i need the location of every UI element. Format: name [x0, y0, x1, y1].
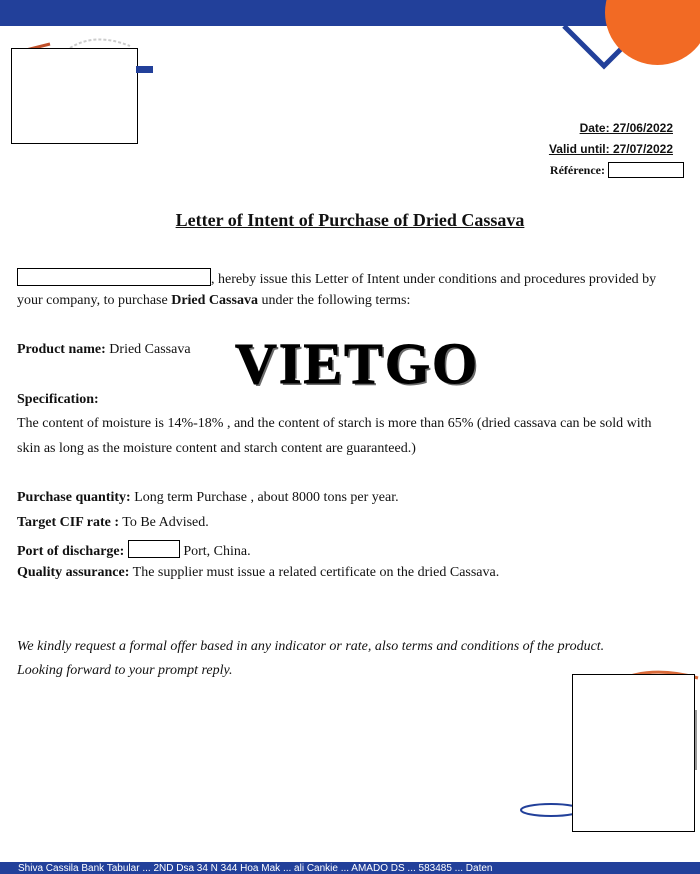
intro-product-bold: Dried Cassava	[171, 293, 258, 308]
specification-label-text: Specification:	[17, 392, 99, 407]
reference-line	[550, 162, 684, 178]
purchase-quantity-value: Long term Purchase , about 8000 tons per year.	[130, 490, 399, 505]
buyer-name-redacted	[17, 268, 211, 286]
quality-assurance-line	[17, 565, 499, 581]
port-of-discharge-line	[17, 540, 251, 560]
product-name-line	[17, 342, 191, 358]
product-name-label: Product name:	[17, 342, 106, 357]
target-cif-value: To Be Advised.	[119, 515, 209, 530]
footer-text: Shiva Cassila Bank Tabular ... 2ND Dsa 34 N 344 Hoa Mak ... ali Cankie ... AMADO DS ... 583485 ... Daten	[18, 863, 493, 874]
port-name-redacted	[128, 540, 180, 558]
intro-line-1	[17, 268, 656, 288]
specification-line-2: skin as long as the moisture content and starch content are guaranteed.)	[17, 441, 416, 456]
logo-accent-bar	[136, 66, 153, 73]
reference-label: Référence:	[549, 162, 605, 177]
valid-until-line: Valid until: 27/07/2022	[548, 142, 673, 156]
intro-line-2	[17, 293, 410, 309]
specification-label	[17, 392, 99, 408]
port-of-discharge-value: Port, China.	[179, 544, 251, 559]
date-line: Date: 27/06/2022	[579, 121, 673, 135]
closing-line-1: We kindly request a formal offer based in any indicator or rate, also terms and conditions of the product.	[17, 639, 605, 654]
footer-band	[0, 862, 700, 874]
intro-line-2-pre: your company, to purchase	[17, 293, 172, 308]
purchase-quantity-line	[17, 490, 399, 506]
reference-field-redacted	[608, 162, 684, 178]
specification-line-1: The content of moisture is 14%-18% , and the content of starch is more than 65% (dried cassava can be sold with	[17, 416, 652, 431]
intro-line-2-post: under the following terms:	[257, 293, 411, 308]
signature-redacted	[572, 674, 695, 832]
target-cif-line	[17, 515, 209, 531]
letter-title: Letter of Intent of Purchase of Dried Cassava	[175, 210, 525, 230]
closing-line-2: Looking forward to your prompt reply.	[17, 663, 233, 678]
target-cif-label: Target CIF rate :	[17, 515, 119, 530]
intro-line-1-text: , hereby issue this Letter of Intent under conditions and procedures provided by	[211, 272, 657, 287]
company-logo-redacted	[11, 48, 138, 144]
vietgo-watermark: VIETGO	[235, 331, 480, 396]
product-name-value: Dried Cassava	[105, 342, 191, 357]
quality-assurance-value: The supplier must issue a related certificate on the dried Cassava.	[129, 565, 500, 580]
quality-assurance-label: Quality assurance:	[17, 565, 130, 580]
purchase-quantity-label: Purchase quantity:	[17, 490, 131, 505]
port-of-discharge-label: Port of discharge:	[17, 544, 125, 559]
